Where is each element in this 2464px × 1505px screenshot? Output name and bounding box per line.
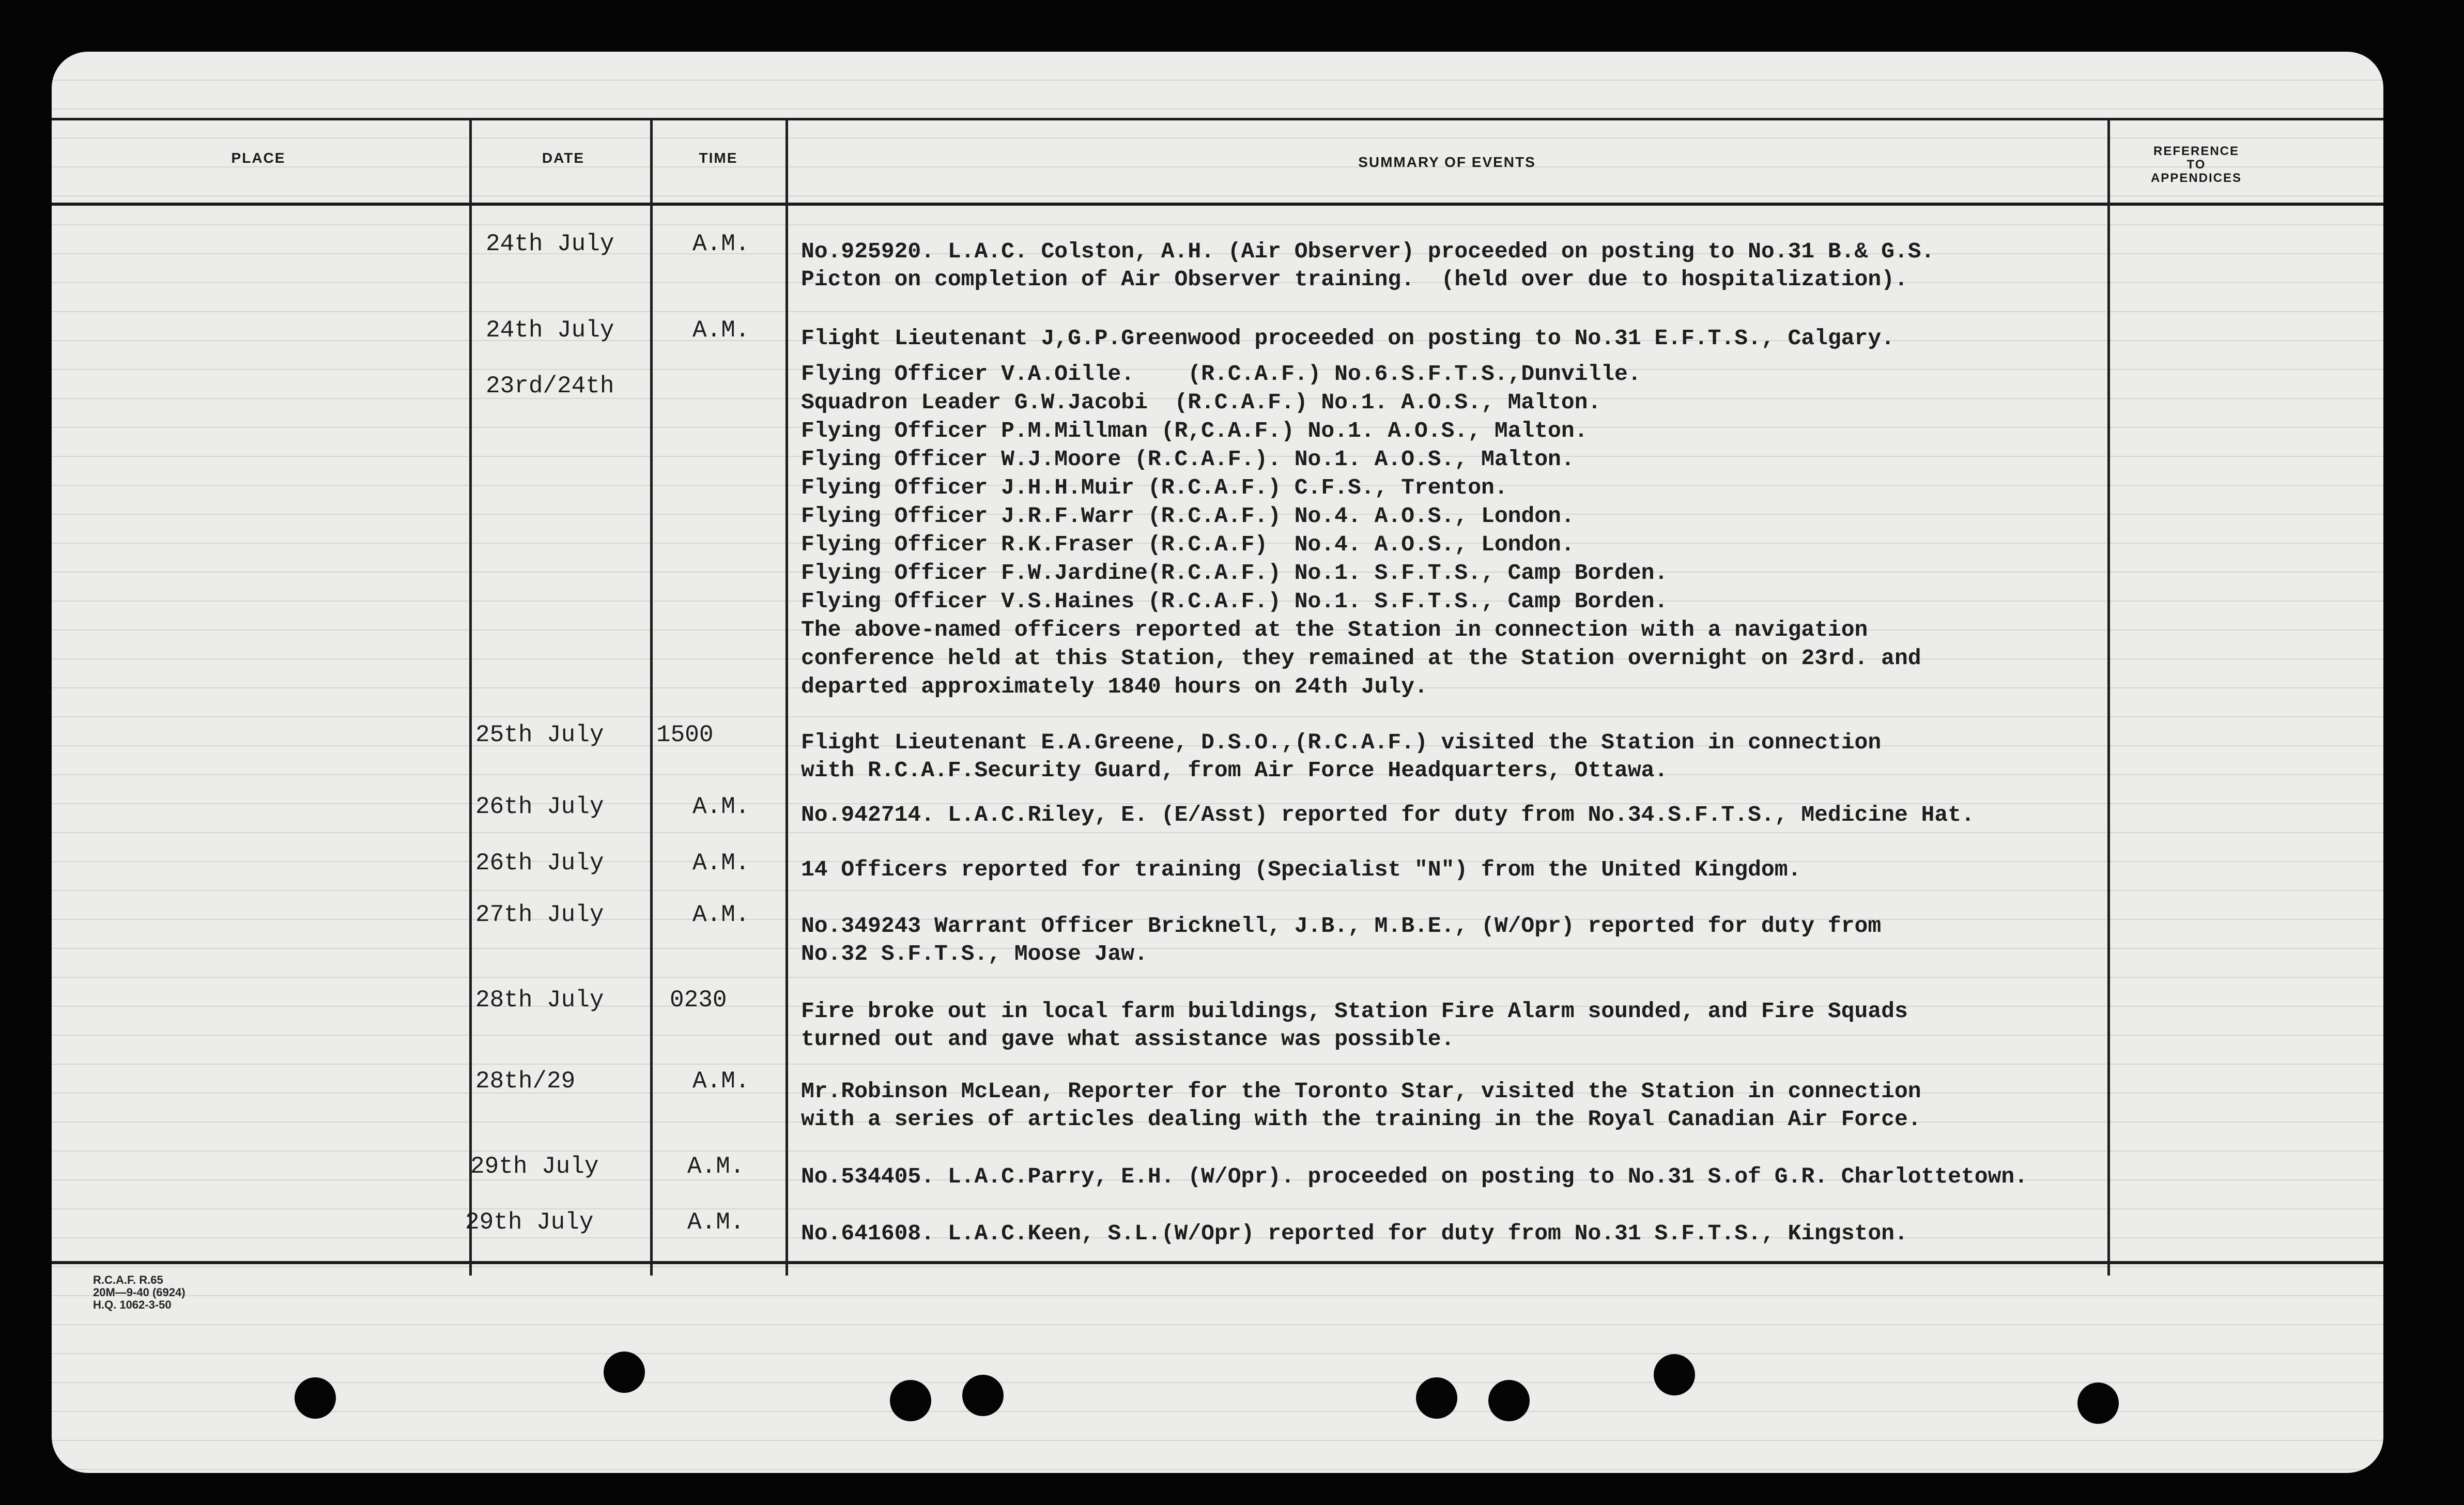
column-divider-place-date: [469, 118, 472, 1276]
entry-date: 27th July: [475, 901, 604, 928]
entry-time: A.M.: [692, 1068, 750, 1095]
entry-summary: 14 Officers reported for training (Specialist "N") from the United Kingdom.: [801, 857, 1801, 882]
entry-summary: No.925920. L.A.C. Colston, A.H. (Air Observer) proceeded on posting to No.31 B.& G.S. Picton on completion of Air Observer training. (held over due to hospitalization).: [801, 239, 1935, 292]
entry-date: 23rd/24th: [486, 373, 614, 400]
punch-hole: [604, 1352, 645, 1393]
punch-hole: [890, 1380, 931, 1421]
punch-hole: [1416, 1377, 1457, 1419]
entry-date: 26th July: [475, 793, 604, 820]
entry-summary: Flight Lieutenant J,G.P.Greenwood proceeded on posting to No.31 E.F.T.S., Calgary.: [801, 326, 1895, 351]
punch-hole: [962, 1375, 1004, 1416]
entry-time: A.M.: [692, 850, 750, 877]
column-divider-time-summary: [786, 118, 788, 1276]
entry-date: 28th/29: [475, 1068, 576, 1095]
entry-date: 24th July: [486, 317, 614, 344]
entry-summary: Fire broke out in local farm buildings, Station Fire Alarm sounded, and Fire Squads turned out and gave what assistance was possible.: [801, 999, 1908, 1052]
footer-rule: [52, 1261, 2383, 1264]
entry-summary: Flight Lieutenant E.A.Greene, D.S.O.,(R.C.A.F.) visited the Station in connection with R.C.A.F.Security Guard, from Air Force Headquarters, Ottawa.: [801, 730, 1882, 783]
entry-summary: Mr.Robinson McLean, Reporter for the Toronto Star, visited the Station in connection with a series of articles dealing with the training in the Royal Canadian Air Force.: [801, 1079, 1921, 1132]
entry-time: A.M.: [692, 901, 750, 928]
punch-hole: [2077, 1383, 2119, 1424]
entry-date: 26th July: [475, 850, 604, 877]
entry-summary: Flying Officer V.A.Oille. (R.C.A.F.) No.6.S.F.T.S.,Dunville. Squadron Leader G.W.Jacobi (R.C.A.F.) No.1. A.O.S., Malton. Flying Officer P.M.Millman (R,C.A.F.) No.1. A.O.S., Malton. Flying Officer W.J.Moore (R.C.A.F.). No.1. A.O.S., Malton. Flying Officer J.H.H.Muir (R.C.A.F.) C.F.S., Trenton. Flying Officer J.R.F.Warr (R.C.A.F.) No.4. A.O.S., London. Flying Officer R.K.Fraser (R.C.A.F) No.4. A.O.S., London. Flying Officer F.W.Jardine(R.C.A.F.) No.1. S.F.T.S., Camp Borden. Flying Officer V.S.Haines (R.C.A.F.) No.1. S.F.T.S., Camp Borden. The above-named officers reported at the Station in connection with a navigation conference held at this Station, they remained at the Station overnight on 23rd. and departed approximately 1840 hours on 24th July.: [801, 361, 1921, 699]
entry-time: A.M.: [687, 1153, 745, 1180]
entry-date: 28th July: [475, 987, 604, 1013]
entry-summary: No.641608. L.A.C.Keen, S.L.(W/Opr) reported for duty from No.31 S.F.T.S., Kingston.: [801, 1221, 1908, 1246]
entry-time: A.M.: [692, 317, 750, 344]
punch-hole: [1488, 1380, 1530, 1421]
entry-summary: No.349243 Warrant Officer Bricknell, J.B., M.B.E., (W/Opr) reported for duty from No.32 S.F.T.S., Moose Jaw.: [801, 913, 1882, 966]
entry-time: 0230: [670, 987, 727, 1013]
header-summary: SUMMARY OF EVENTS: [1358, 154, 1536, 170]
entry-date: 29th July: [470, 1153, 599, 1180]
entry-time: 1500: [656, 721, 714, 748]
header-date: DATE: [542, 150, 585, 166]
entry-date: 24th July: [486, 231, 614, 257]
header-reference: REFERENCE TO APPENDICES: [2150, 144, 2242, 185]
header-bottom-rule: [52, 203, 2383, 206]
entry-time: A.M.: [692, 231, 750, 257]
entry-summary: No.534405. L.A.C.Parry, E.H. (W/Opr). proceeded on posting to No.31 S.of G.R. Charlottetown.: [801, 1164, 2028, 1189]
column-divider-date-time: [650, 118, 653, 1276]
form-identifier: R.C.A.F. R.65 20M—9-40 (6924) H.Q. 1062-3-50: [93, 1273, 186, 1311]
punch-hole: [1654, 1354, 1695, 1395]
entry-date: 29th July: [465, 1209, 594, 1236]
record-sheet: [52, 52, 2383, 1473]
punch-hole: [295, 1377, 336, 1419]
header-time: TIME: [699, 150, 738, 166]
entry-date: 25th July: [475, 721, 604, 748]
entry-time: A.M.: [692, 793, 750, 820]
entry-time: A.M.: [687, 1209, 745, 1236]
header-place: PLACE: [231, 150, 286, 166]
header-top-rule: [52, 118, 2383, 120]
entry-summary: No.942714. L.A.C.Riley, E. (E/Asst) reported for duty from No.34.S.F.T.S., Medicine Hat.: [801, 802, 1975, 827]
